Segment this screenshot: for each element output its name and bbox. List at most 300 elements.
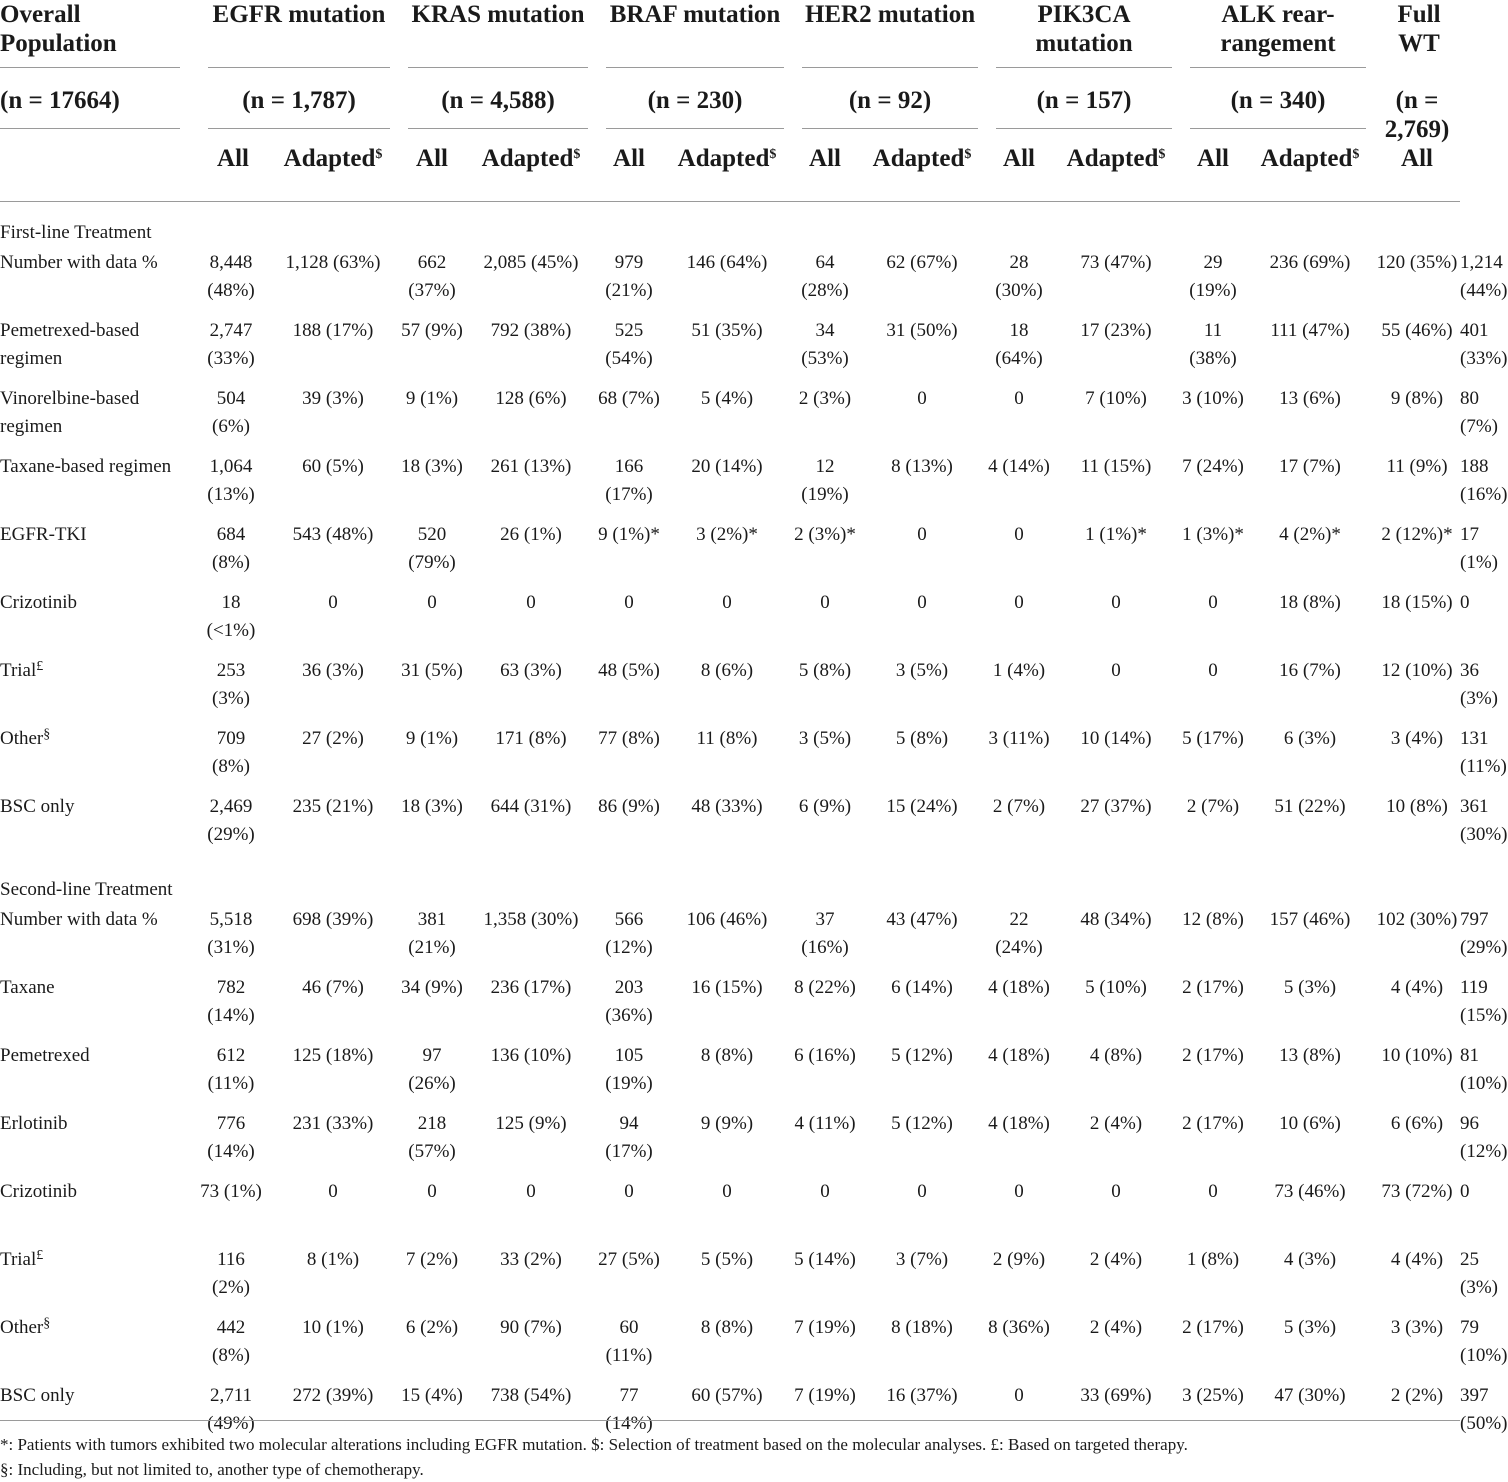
table-cell: 10 (6%): [1279, 1113, 1341, 1134]
table-cell: 2 (17%): [1182, 1113, 1244, 1134]
overall-n: (n = 17664): [0, 68, 180, 129]
table-cell: 33 (69%): [1080, 1385, 1152, 1406]
row-label-cell: [0, 1040, 198, 1108]
table-cell: 0: [917, 1181, 927, 1202]
row-label: Taxane-based regimen: [0, 456, 172, 477]
table-row: Crizotinib 18 (<1%) 0 0 0 0 0 0 0 0 0 0 18 (8%) 18 (15%) 0: [0, 587, 1460, 655]
subcol-adapted-wrap: [466, 129, 596, 173]
table-cell: 10 (1%): [302, 1317, 364, 1338]
table-cell: 504 (6%): [212, 388, 250, 437]
table-cell: 188 (17%): [292, 320, 374, 341]
table-cell: 662 (37%): [408, 252, 456, 301]
row-label-cell: [0, 791, 198, 859]
subcol-adapted: [466, 129, 596, 202]
subcol-all: [986, 129, 1052, 202]
table-cell: 6 (16%): [794, 1045, 856, 1066]
group-n-cell: [792, 68, 986, 129]
table-cell: 0: [1014, 592, 1024, 613]
table-cell: 9 (8%): [1390, 388, 1444, 409]
table-row: Taxane-based regimen 1,064 (13%) 60 (5%) 18 (3%) 261 (13%) 166 (17%) 20 (14%) 12 (19%) 8 (13%) 4 (14%) 11 (15%) 7 (24%) 17 (7%) 11 (9%) 188 (16%): [0, 451, 1460, 519]
table-cell: 94 (17%): [605, 1113, 653, 1162]
subcol-adapted: [662, 129, 792, 202]
header-row-labels: [0, 0, 1460, 68]
table-cell: 644 (31%): [490, 796, 572, 817]
table-cell: 8 (13%): [891, 456, 953, 477]
table-cell: 9 (1%)*: [598, 524, 660, 545]
table-cell: 3 (11%): [988, 728, 1050, 749]
table-cell: 2 (3%)*: [794, 524, 856, 545]
table-body: [0, 202, 1508, 1449]
subcol-all-label: All: [416, 145, 448, 172]
table-cell: 2,747 (33%): [207, 320, 255, 369]
table-header: [0, 0, 1460, 202]
table-cell: 3 (3%): [1390, 1317, 1444, 1338]
group-n-cell: [198, 68, 398, 129]
table-cell: 6 (3%): [1283, 728, 1337, 749]
table-cell: 146 (64%): [686, 252, 768, 273]
row-label: Vinorelbine-based regimen: [0, 388, 140, 437]
table-cell: 4 (2%)*: [1279, 524, 1341, 545]
table-cell: 0: [624, 1181, 634, 1202]
table-cell: 73 (72%): [1381, 1181, 1453, 1202]
subcol-adapted: [268, 129, 398, 202]
row-label-cell: [0, 1176, 198, 1244]
table-cell: 48 (34%): [1080, 909, 1152, 930]
table-cell: 3 (5%): [895, 660, 949, 681]
table-cell: 17 (7%): [1279, 456, 1341, 477]
table-cell: 0: [1014, 1181, 1024, 1202]
table-cell: 738 (54%): [490, 1385, 572, 1406]
subcol-adapted-label: Adapted: [677, 145, 770, 172]
table-cell: 27 (5%): [598, 1249, 660, 1270]
table-cell: 64 (28%): [801, 252, 849, 301]
table-cell: 3 (25%): [1182, 1385, 1244, 1406]
table-cell: 97 (26%): [408, 1045, 456, 1094]
table-cell: 16 (7%): [1279, 660, 1341, 681]
table-cell: 9 (1%): [405, 388, 459, 409]
subcol-adapted-wrap: [662, 129, 792, 173]
table-cell: 0: [427, 1181, 437, 1202]
table-cell: 0: [1014, 524, 1024, 545]
table-row: EGFR-TKI 684 (8%) 543 (48%) 520 (79%) 26 (1%) 9 (1%)* 3 (2%)* 2 (3%)* 0 0 1 (1%)* 1 (3%)* 4 (2%)* 2 (12%)* 17 (1%): [0, 519, 1460, 587]
table-cell: 0: [328, 1181, 338, 1202]
group-n: (n = 157): [996, 68, 1172, 129]
table-row: Number with data % 5,518 (31%) 698 (39%) 381 (21%) 1,358 (30%) 566 (12%) 106 (46%) 37 (16%) 43 (47%) 22 (24%) 48 (34%) 12 (8%) 157 (46%) 102 (30%) 797 (29%): [0, 904, 1460, 972]
table-cell: 51 (22%): [1274, 796, 1346, 817]
table-cell: 261 (13%): [490, 456, 572, 477]
table-cell: 2,085 (45%): [483, 252, 579, 273]
subcol-all-label: All: [809, 145, 841, 172]
table-row: Pemetrexed-based regimen 2,747 (33%) 188 (17%) 57 (9%) 792 (38%) 525 (54%) 51 (35%) 34 (53%) 31 (50%) 18 (64%) 17 (23%) 11 (38%) 111 (47%) 55 (46%) 401 (33%): [0, 315, 1460, 383]
table-cell: 0: [820, 1181, 830, 1202]
table-row: Trial£ 253 (3%) 36 (3%) 31 (5%) 63 (3%) 48 (5%) 8 (6%) 5 (8%) 3 (5%) 1 (4%) 0 0 16 (7%) 12 (10%) 36 (3%): [0, 655, 1460, 723]
table-cell: 18 (<1%): [206, 592, 256, 641]
table-cell: 11 (8%): [696, 728, 758, 749]
table-cell: 0: [526, 592, 536, 613]
row-label: EGFR-TKI: [0, 524, 87, 545]
table-cell: 2 (2%): [1390, 1385, 1444, 1406]
table-cell: 171 (8%): [495, 728, 567, 749]
table-cell: 1,128 (63%): [285, 252, 381, 273]
table-cell: 792 (38%): [490, 320, 572, 341]
subcol-all: [198, 129, 268, 202]
table-cell: 8 (36%): [988, 1317, 1050, 1338]
table-row: Other§ 442 (8%) 10 (1%) 6 (2%) 90 (7%) 60 (11%) 8 (8%) 7 (19%) 8 (18%) 8 (36%) 2 (4%) 2 (17%) 5 (3%) 3 (3%) 79 (10%): [0, 1312, 1460, 1380]
table-cell: 39 (3%): [302, 388, 364, 409]
table-row: Pemetrexed 612 (11%) 125 (18%) 97 (26%) 136 (10%) 105 (19%) 8 (8%) 6 (16%) 5 (12%) 4 (18%) 4 (8%) 2 (17%) 13 (8%) 10 (10%) 81 (10%): [0, 1040, 1460, 1108]
table-row: Taxane 782 (14%) 46 (7%) 34 (9%) 236 (17%) 203 (36%) 16 (15%) 8 (22%) 6 (14%) 4 (18%) 5 (10%) 2 (17%) 5 (3%) 4 (4%) 119 (15%): [0, 972, 1460, 1040]
table-cell: 4 (18%): [988, 1113, 1050, 1134]
table-cell: 1,064 (13%): [207, 456, 255, 505]
table-cell: 0: [1014, 388, 1024, 409]
table-cell: 782 (14%): [207, 977, 255, 1026]
subcol-blank: [0, 129, 198, 202]
table-cell: 5 (12%): [891, 1113, 953, 1134]
row-label: Other: [0, 728, 44, 749]
subcol-adapted-mark: $: [964, 147, 972, 162]
table-cell: 5 (10%): [1085, 977, 1147, 998]
row-label: BSC only: [0, 796, 75, 817]
section-row: [0, 202, 1460, 248]
table-cell: 29 (19%): [1189, 252, 1237, 301]
table-cell: 442 (8%): [212, 1317, 250, 1366]
table-cell: 684 (8%): [212, 524, 250, 573]
col-header-group: [792, 0, 986, 68]
table-cell: 5 (3%): [1283, 977, 1337, 998]
group-n: (n = 92): [802, 68, 978, 129]
table-row: BSC only 2,711 (49%) 272 (39%) 15 (4%) 738 (54%) 77 (14%) 60 (57%) 7 (19%) 16 (37%) 0 33 (69%) 3 (25%) 47 (30%) 2 (2%) 397 (50%): [0, 1380, 1460, 1448]
table-cell: 543 (48%): [292, 524, 374, 545]
table-cell: 4 (3%): [1283, 1249, 1337, 1270]
fullwt-n: (n = 2,769): [1384, 87, 1450, 143]
header-row-subcols: [0, 129, 1460, 202]
table-cell: 5 (8%): [895, 728, 949, 749]
table-cell: 5,518 (31%): [207, 909, 255, 958]
group-n-cell: [1180, 68, 1374, 129]
group-n-cell: [596, 68, 792, 129]
table-cell: 0: [722, 1181, 732, 1202]
table-cell: 0: [1208, 660, 1218, 681]
table-cell: 698 (39%): [292, 909, 374, 930]
table-cell: 10 (14%): [1080, 728, 1152, 749]
row-label-cell: [0, 383, 198, 451]
table-cell: 525 (54%): [605, 320, 653, 369]
table-cell: 0: [1111, 592, 1121, 613]
row-label: Trial: [0, 1249, 37, 1270]
row-label-mark: £: [36, 1248, 44, 1263]
subcol-adapted-mark: $: [769, 147, 777, 162]
table-cell: 116 (2%): [212, 1249, 250, 1298]
table-cell: 4 (4%): [1390, 1249, 1444, 1270]
table-cell: 3 (10%): [1182, 388, 1244, 409]
subcol-all-label: All: [613, 145, 645, 172]
table-cell: 0: [1208, 1181, 1218, 1202]
table-cell: 34 (53%): [801, 320, 849, 369]
table-cell: 2 (3%): [798, 388, 852, 409]
section-title: Second-line Treatment: [0, 879, 173, 900]
table-cell: 3 (4%): [1390, 728, 1444, 749]
table-cell: 62 (67%): [886, 252, 958, 273]
table-cell: 120 (35%): [1376, 252, 1458, 273]
table-cell: 18 (3%): [401, 456, 463, 477]
table-cell: 11 (38%): [1189, 320, 1237, 369]
table-cell: 37 (16%): [801, 909, 849, 958]
table-cell: 2,711 (49%): [207, 1385, 255, 1434]
table-cell: 13 (6%): [1279, 388, 1341, 409]
group-n: (n = 4,588): [408, 68, 588, 129]
table-cell: 73 (47%): [1080, 252, 1152, 273]
table-cell: 8 (22%): [794, 977, 856, 998]
table-cell: 235 (21%): [292, 796, 374, 817]
table-cell: 105 (19%): [605, 1045, 653, 1094]
overall-n-cell: [0, 68, 198, 129]
table-cell: 27 (2%): [302, 728, 364, 749]
table-cell: 0: [917, 592, 927, 613]
row-label: Pemetrexed-based regimen: [0, 320, 140, 369]
table-cell: 36 (3%): [302, 660, 364, 681]
group-n: (n = 230): [606, 68, 784, 129]
table-cell: 11 (9%): [1386, 456, 1448, 477]
table-cell: 8 (8%): [700, 1045, 754, 1066]
subcol-adapted-label: Adapted: [481, 145, 574, 172]
table-cell: 2,469 (29%): [207, 796, 255, 845]
group-label: KRAS mutation: [408, 0, 588, 68]
table-cell: 4 (18%): [988, 977, 1050, 998]
table-cell: 166 (17%): [605, 456, 653, 505]
group-n: (n = 1,787): [208, 68, 390, 129]
table-cell: 27 (37%): [1080, 796, 1152, 817]
table-cell: 4 (11%): [794, 1113, 856, 1134]
subcol-all: [398, 129, 466, 202]
subcol-adapted-label: Adapted: [872, 145, 965, 172]
table-cell: 11 (15%): [1080, 456, 1152, 477]
table-cell: 8,448 (48%): [207, 252, 255, 301]
subcol-adapted-wrap: [268, 129, 398, 173]
section-title: First-line Treatment: [0, 222, 152, 243]
col-header-group: [198, 0, 398, 68]
table-cell: 2 (4%): [1089, 1113, 1143, 1134]
table-cell: 1 (1%)*: [1085, 524, 1147, 545]
table-cell: 15 (4%): [401, 1385, 463, 1406]
table-cell: 48 (33%): [691, 796, 763, 817]
table-cell: 0: [526, 1181, 536, 1202]
table-cell: 218 (57%): [408, 1113, 456, 1162]
subcol-adapted-mark: $: [1158, 147, 1166, 162]
subcol-adapted-mark: $: [573, 147, 581, 162]
table-cell: 2 (12%)*: [1381, 524, 1453, 545]
fullwt-label: Full WT: [1397, 1, 1441, 57]
table-cell: 2 (9%): [992, 1249, 1046, 1270]
table-cell: 12 (10%): [1381, 660, 1453, 681]
table-cell: 236 (17%): [490, 977, 572, 998]
table-cell: 16 (37%): [886, 1385, 958, 1406]
table-row: Crizotinib 73 (1%) 0 0 0 0 0 0 0 0 0 0 73 (46%) 73 (72%) 0: [0, 1176, 1460, 1244]
table-cell: 20 (14%): [691, 456, 763, 477]
col-header-group: [398, 0, 596, 68]
group-n-cell: [986, 68, 1180, 129]
row-label-cell: [0, 587, 198, 655]
table-cell: 236 (69%): [1269, 252, 1351, 273]
row-label: Erlotinib: [0, 1113, 68, 1134]
subcol-adapted: [1246, 129, 1374, 202]
table-cell: 5 (4%): [700, 388, 754, 409]
table-cell: 15 (24%): [886, 796, 958, 817]
table-cell: 12 (19%): [801, 456, 849, 505]
table-cell: 979 (21%): [605, 252, 653, 301]
row-label: Number with data %: [0, 909, 158, 930]
table-cell: 6 (2%): [405, 1317, 459, 1338]
table-cell: 10 (10%): [1381, 1045, 1453, 1066]
row-label-cell: [0, 972, 198, 1040]
table-cell: 18 (3%): [401, 796, 463, 817]
table-cell: 2 (7%): [1186, 796, 1240, 817]
table-cell: 8 (8%): [700, 1317, 754, 1338]
table-cell: 48 (5%): [598, 660, 660, 681]
table-cell: 6 (9%): [798, 796, 852, 817]
table-cell: 7 (19%): [794, 1385, 856, 1406]
table-cell: 55 (46%): [1381, 320, 1453, 341]
table-cell: 63 (3%): [500, 660, 562, 681]
row-label: Number with data %: [0, 252, 158, 273]
table-cell: 128 (6%): [495, 388, 567, 409]
table-cell: 381 (21%): [408, 909, 456, 958]
table-cell: 28 (30%): [995, 252, 1043, 301]
table-cell: 0: [328, 592, 338, 613]
table-cell: 60 (11%): [605, 1317, 653, 1366]
col-header-group: [596, 0, 792, 68]
table-cell: 0: [1111, 660, 1121, 681]
row-label: Crizotinib: [0, 1181, 78, 1202]
table-cell: 709 (8%): [212, 728, 250, 777]
table-cell: 18 (15%): [1381, 592, 1453, 613]
table-cell: 2 (7%): [992, 796, 1046, 817]
group-label: BRAF mutation: [606, 0, 784, 68]
table-cell: 22 (24%): [995, 909, 1043, 958]
table-cell: 3 (7%): [895, 1249, 949, 1270]
table-cell: 5 (17%): [1182, 728, 1244, 749]
col-header-fullwt: [1374, 0, 1460, 68]
table-cell: 5 (5%): [700, 1249, 754, 1270]
row-label-mark: §: [43, 727, 51, 742]
table-cell: 51 (35%): [691, 320, 763, 341]
row-label-mark: £: [36, 659, 44, 674]
overall-label: Overall Population: [0, 0, 180, 68]
table-cell: 4 (8%): [1089, 1045, 1143, 1066]
table-cell: 68 (7%): [598, 388, 660, 409]
table-cell: 9 (9%): [700, 1113, 754, 1134]
table-cell: 136 (10%): [490, 1045, 572, 1066]
table-cell: 5 (12%): [891, 1045, 953, 1066]
footnote-2: §: Including, but not limited to, another type of chemotherapy.: [0, 1460, 424, 1479]
table-row: Vinorelbine-based regimen 504 (6%) 39 (3%) 9 (1%) 128 (6%) 68 (7%) 5 (4%) 2 (3%) 0 0 7 (10%) 3 (10%) 13 (6%) 9 (8%) 80 (7%): [0, 383, 1460, 451]
row-label-mark: §: [43, 1316, 51, 1331]
table-cell: 9 (1%): [405, 728, 459, 749]
row-label-cell: [0, 451, 198, 519]
table-cell: 157 (46%): [1269, 909, 1351, 930]
subcol-adapted-wrap: [1246, 129, 1374, 173]
table-cell: 2 (17%): [1182, 977, 1244, 998]
table-cell: 73 (1%): [200, 1181, 262, 1202]
table-cell: 102 (30%): [1376, 909, 1458, 930]
row-label-cell: [0, 1244, 198, 1312]
row-label-cell: [0, 1108, 198, 1176]
table-cell: 43 (47%): [886, 909, 958, 930]
table-cell: 272 (39%): [292, 1385, 374, 1406]
table-cell: 8 (1%): [306, 1249, 360, 1270]
group-label: PIK3CA mutation: [996, 0, 1172, 68]
row-label: BSC only: [0, 1385, 75, 1406]
subcol-adapted: [1052, 129, 1180, 202]
subcol-all: [792, 129, 858, 202]
table-cell: 612 (11%): [207, 1045, 255, 1094]
table-cell: 7 (24%): [1182, 456, 1244, 477]
table-cell: 60 (57%): [691, 1385, 763, 1406]
subcol-adapted-mark: $: [1352, 147, 1360, 162]
table-cell: 5 (8%): [798, 660, 852, 681]
table-cell: 106 (46%): [686, 909, 768, 930]
col-header-overall: [0, 0, 198, 68]
table-cell: 0: [722, 592, 732, 613]
subcol-adapted-wrap: [858, 129, 986, 173]
row-label-cell: [0, 1312, 198, 1380]
table-cell: 0: [917, 524, 927, 545]
row-label: Crizotinib: [0, 592, 78, 613]
table-cell: 203 (36%): [605, 977, 653, 1026]
row-label-cell: [0, 904, 198, 972]
table-cell: 6 (6%): [1390, 1113, 1444, 1134]
subcol-adapted-label: Adapted: [283, 145, 376, 172]
table-cell: 5 (14%): [794, 1249, 856, 1270]
header-row-counts: [0, 68, 1460, 129]
group-n-cell: [398, 68, 596, 129]
table-cell: 90 (7%): [500, 1317, 562, 1338]
table-cell: 16 (15%): [691, 977, 763, 998]
subcol-adapted-label: Adapted: [1066, 145, 1159, 172]
table-cell: 31 (50%): [886, 320, 958, 341]
row-label-cell: [0, 519, 198, 587]
table-cell: 2 (17%): [1182, 1045, 1244, 1066]
table-cell: 31 (5%): [401, 660, 463, 681]
row-label: Taxane: [0, 977, 55, 998]
table-cell: 33 (2%): [500, 1249, 562, 1270]
table-cell: 26 (1%): [500, 524, 562, 545]
table-cell: 7 (19%): [794, 1317, 856, 1338]
row-label-cell: [0, 723, 198, 791]
group-label: ALK rear-rangement: [1190, 0, 1366, 68]
section-row: [0, 859, 1460, 904]
table-cell: 776 (14%): [207, 1113, 255, 1162]
table-cell: 46 (7%): [302, 977, 364, 998]
col-header-group: [1180, 0, 1374, 68]
footnote-1: *: Patients with tumors exhibited two molecular alterations including EGFR mutation. $: Selection of treatment based on the molecular analyses. £: Based on targeted therapy.: [0, 1435, 1188, 1454]
footer-divider: [0, 1420, 1460, 1421]
table-cell: 253 (3%): [212, 660, 250, 709]
table-cell: 566 (12%): [605, 909, 653, 958]
table-cell: 7 (10%): [1085, 388, 1147, 409]
table-cell: 1 (4%): [992, 660, 1046, 681]
subcol-all: [596, 129, 662, 202]
table-cell: 0: [624, 592, 634, 613]
table-cell: 73 (46%): [1274, 1181, 1346, 1202]
subcol-all-label: All: [217, 145, 249, 172]
table-cell: 4 (18%): [988, 1045, 1050, 1066]
table-cell: 77 (14%): [605, 1385, 653, 1434]
table-cell: 3 (5%): [798, 728, 852, 749]
table-cell: 77 (8%): [598, 728, 660, 749]
row-label-cell: [0, 655, 198, 723]
subcol-all-label: All: [1003, 145, 1035, 172]
table-cell: 125 (18%): [292, 1045, 374, 1066]
